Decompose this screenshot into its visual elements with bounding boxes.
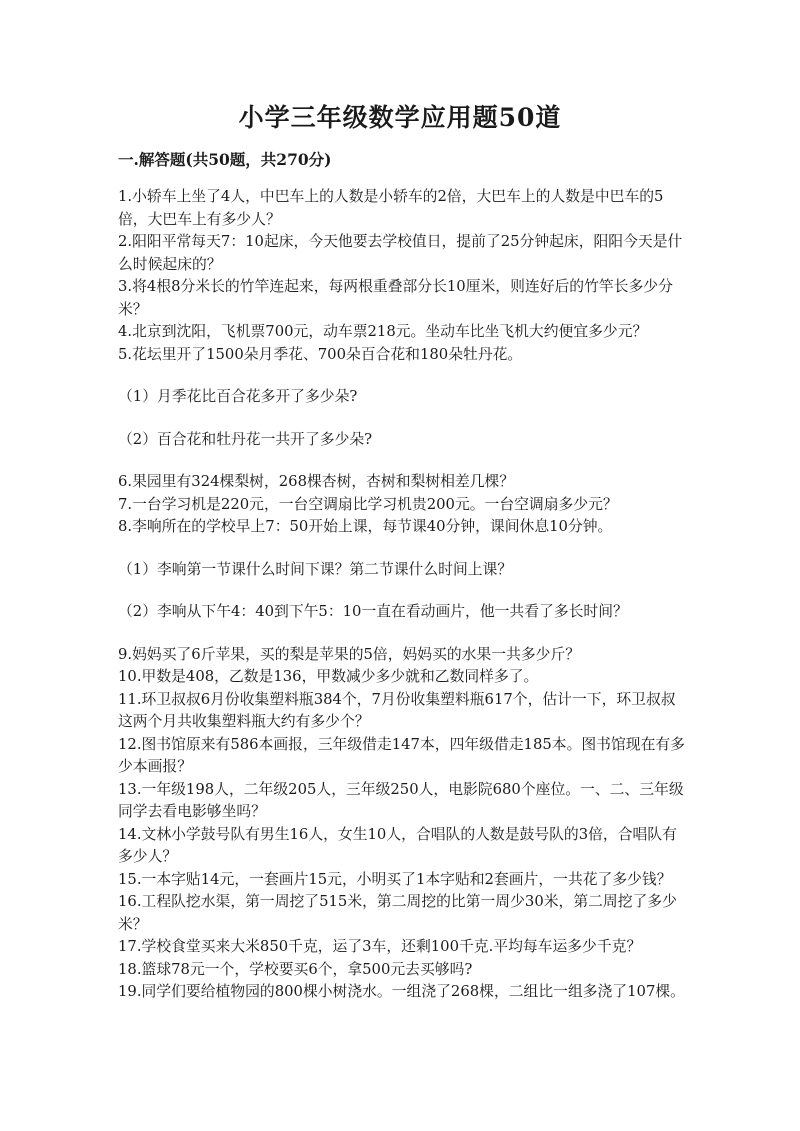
sub-question-item: （2）李响从下午4：40到下午5：10一直在看动画片，他一共看了多长时间？: [118, 603, 628, 620]
question-item: 14.文林小学鼓号队有男生16人，女生10人，合唱队的人数是鼓号队的3倍，合唱队有多少人？: [118, 825, 677, 865]
sub-question-item: （2）百合花和牡丹花一共开了多少朵?: [118, 430, 373, 448]
question-item: 18.篮球78元一个，学校要买6个，拿500元去买够吗?: [118, 960, 473, 978]
question-item: 8.李响所在的学校早上7：50开始上课，每节课40分钟，课间休息10分钟。: [118, 518, 613, 535]
question-item: 12.图书馆原来有586本画报，三年级借走147本，四年级借走185本。图书馆现在有多少本画报？: [118, 735, 685, 775]
question-item: 7.一台学习机是220元，一台空调扇比学习机贵200元。一台空调扇多少元？: [118, 495, 618, 513]
question-item: 1.小轿车上坐了4人，中巴车上的人数是小轿车的2倍，大巴车上的人数是中巴车的5倍，大巴车上有多少人？: [118, 188, 664, 228]
question-item: 3.将4根8分米长的竹竿连起来，每两根重叠部分长10厘米，则连好后的竹竿长多少分米？: [118, 278, 673, 318]
question-item: 4.北京到沈阳，飞机票700元，动车票218元。坐动车比坐飞机大约便宜多少元？: [118, 323, 648, 340]
section-heading: 一.解答题(共50题，共270分): [118, 150, 332, 169]
question-item: 9.妈妈买了6斤苹果，买的梨是苹果的5倍，妈妈买的水果一共多少斤？: [118, 645, 581, 663]
page-title: 小学三年级数学应用题50道: [238, 103, 562, 132]
question-item: 5.花坛里开了1500朵月季花、700朵百合花和180朵牡丹花。: [118, 345, 523, 363]
sub-question-item: （1）李响第一节课什么时间下课？第二节课什么时间上课？: [118, 560, 513, 578]
question-item: 11.环卫叔叔6月份收集塑料瓶384个，7月份收集塑料瓶617个，估计一下，环卫叔叔这两个月共收集塑料瓶大约有多少个？: [118, 690, 676, 730]
question-item: 15.一本字贴14元，一套画片15元，小明买了1本字贴和2套画片，一共花了多少钱？: [118, 870, 672, 888]
question-item: 6.果园里有324棵梨树，268棵杏树，杏树和梨树相差几棵？: [118, 473, 515, 490]
question-item: 16.工程队挖水渠，第一周挖了515米，第二周挖的比第一周少30米，第二周挖了多少米？: [118, 893, 677, 933]
question-item: 10.甲数是408，乙数是136，甲数减少多少就和乙数同样多了。: [118, 668, 539, 685]
question-item: 19.同学们要给植物园的800棵小树浇水。一组浇了268棵，二组比一组多浇了107棵。: [118, 983, 685, 1000]
question-item: 17.学校食堂买来大米850千克，运了3车，还剩100千克.平均每车运多少千克？: [118, 938, 642, 955]
question-item: 13.一年级198人，二年级205人，三年级250人，电影院680个座位。一、二、三年级同学去看电影够坐吗？: [118, 780, 684, 820]
question-item: 2.阳阳平常每天7：10起床，今天他要去学校值日，提前了25分钟起床，阳阳今天是什么时候起床的？: [118, 233, 683, 273]
sub-question-item: （1）月季花比百合花多开了多少朵?: [118, 388, 358, 405]
question-list: [118, 186, 688, 1004]
